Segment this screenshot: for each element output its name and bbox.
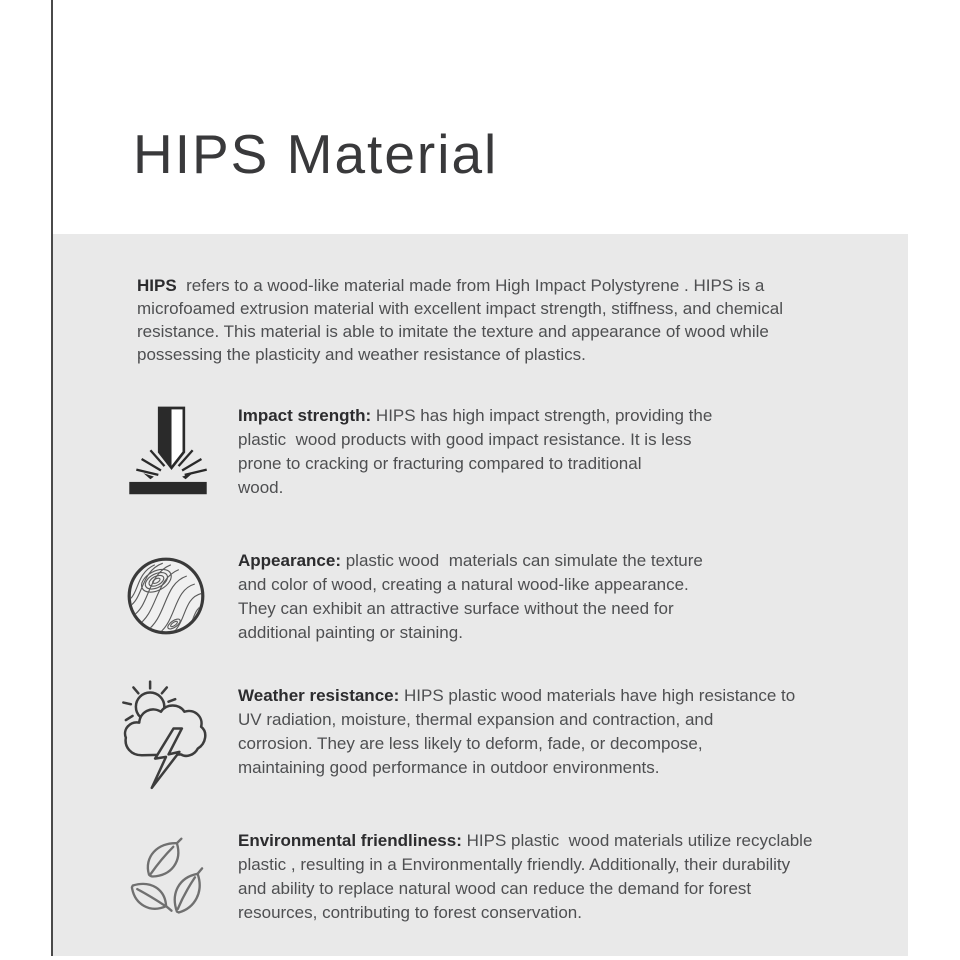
section-line bbox=[238, 684, 795, 708]
impact-strength-icon bbox=[124, 406, 212, 498]
section-line: corrosion. They are less likely to deform, fade, or decompose, bbox=[238, 734, 703, 753]
section-text bbox=[238, 829, 812, 925]
section-line-text: HIPS plastic wood materials utilize recyclable bbox=[461, 831, 813, 850]
section-line: They can exhibit an attractive surface without the need for bbox=[238, 599, 674, 618]
intro-line: possessing the plasticity and weather resistance of plastics. bbox=[137, 345, 586, 364]
section-heading: Weather resistance: bbox=[238, 686, 400, 705]
section-environmental-friendliness bbox=[120, 829, 910, 939]
section-text bbox=[238, 404, 712, 500]
wood-grain-icon bbox=[126, 555, 206, 637]
section-line: UV radiation, moisture, thermal expansion and contraction, and bbox=[238, 710, 714, 729]
section-line bbox=[238, 549, 703, 573]
section-line bbox=[238, 404, 712, 428]
section-line: and ability to replace natural wood can reduce the demand for forest bbox=[238, 879, 752, 898]
leaves-icon bbox=[122, 835, 212, 927]
section-line: prone to cracking or fracturing compared to traditional bbox=[238, 454, 642, 473]
section-line: and color of wood, creating a natural wood-like appearance. bbox=[238, 575, 689, 594]
section-text bbox=[238, 549, 703, 645]
section-line: plastic wood products with good impact resistance. It is less bbox=[238, 430, 692, 449]
section-line: resources, contributing to forest conservation. bbox=[238, 903, 582, 922]
section-text bbox=[238, 684, 795, 780]
section-line: plastic , resulting in a Environmentally friendly. Additionally, their durability bbox=[238, 855, 791, 874]
section-line-text: HIPS plastic wood materials have high resistance to bbox=[399, 686, 796, 705]
section-heading: Environmental friendliness: bbox=[238, 831, 462, 850]
section-appearance bbox=[120, 549, 910, 659]
section-line-text: HIPS has high impact strength, providing the bbox=[371, 406, 713, 425]
section-line bbox=[238, 829, 812, 853]
sun-cloud-lightning-icon bbox=[120, 678, 212, 794]
section-line-text: plastic wood materials can simulate the texture bbox=[340, 551, 703, 570]
intro-line-text: refers to a wood-like material made from High Impact Polystyrene . HIPS is a bbox=[176, 276, 765, 295]
section-heading: Impact strength: bbox=[238, 406, 372, 425]
intro-line bbox=[137, 274, 783, 297]
section-weather-resistance bbox=[120, 684, 910, 804]
intro-paragraph bbox=[137, 274, 783, 366]
intro-line: microfoamed extrusion material with excellent impact strength, stiffness, and chemical bbox=[137, 299, 783, 318]
intro-bold-term: HIPS bbox=[137, 276, 177, 295]
section-line: additional painting or staining. bbox=[238, 623, 463, 642]
section-heading: Appearance: bbox=[238, 551, 341, 570]
section-impact-strength bbox=[120, 404, 910, 514]
page-title: HIPS Material bbox=[133, 123, 499, 185]
intro-line: resistance. This material is able to imitate the texture and appearance of wood while bbox=[137, 322, 769, 341]
section-line: maintaining good performance in outdoor environments. bbox=[238, 758, 660, 777]
section-line: wood. bbox=[238, 478, 284, 497]
